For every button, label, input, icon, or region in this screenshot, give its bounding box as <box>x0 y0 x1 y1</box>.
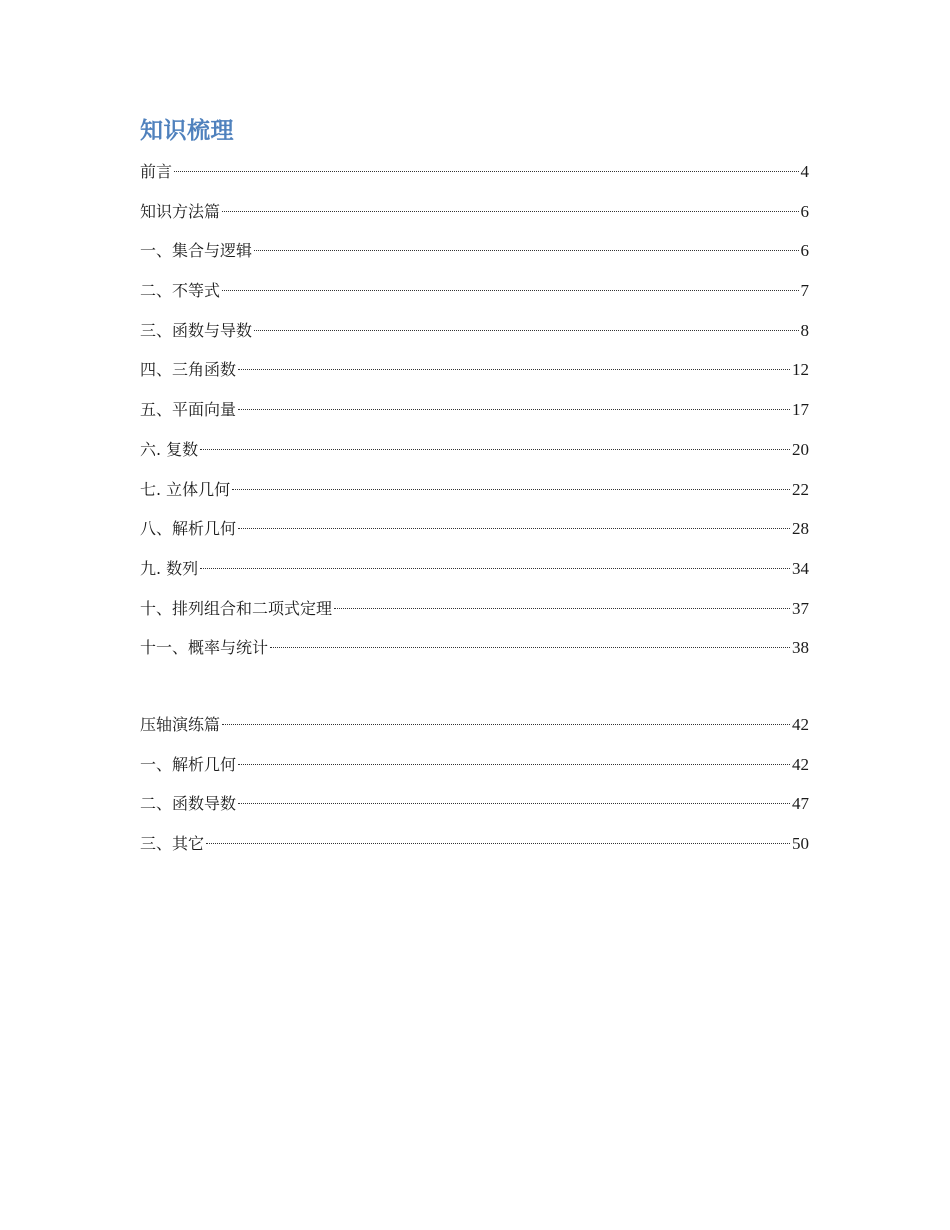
toc-dot-leader <box>222 290 798 291</box>
toc-entry-page: 50 <box>792 834 809 853</box>
toc-dot-leader <box>254 330 798 331</box>
toc-entry-complex-numbers[interactable] <box>140 438 809 478</box>
toc-entry-page: 4 <box>800 162 809 181</box>
toc-entry-preface[interactable] <box>140 160 809 200</box>
toc-dot-leader <box>222 211 798 212</box>
toc-entry-final-exercises[interactable] <box>140 713 809 753</box>
toc-dot-leader <box>270 647 790 648</box>
toc-entry-page: 42 <box>792 714 809 734</box>
toc-dot-leader <box>232 489 790 490</box>
toc-entry-label: 十、排列组合和二项式定理 <box>140 598 333 618</box>
toc-dot-leader <box>238 764 790 765</box>
toc-entry-label: 三、函数与导数 <box>140 320 253 340</box>
toc-entry-label: 二、函数导数 <box>140 794 237 814</box>
toc-entry-inequalities[interactable] <box>140 279 809 319</box>
toc-entry-label: 一、集合与逻辑 <box>140 241 253 261</box>
toc-dot-leader <box>238 803 790 804</box>
toc-entry-label: 二、不等式 <box>140 281 221 301</box>
toc-dot-leader <box>206 843 790 844</box>
toc-dot-leader <box>238 409 790 410</box>
toc-entry-analytic-geometry[interactable] <box>140 517 809 557</box>
toc-entry-knowledge-methods[interactable] <box>140 200 809 240</box>
toc-entry-label: 七. 立体几何 <box>140 479 231 499</box>
toc-entry-sets-logic[interactable] <box>140 239 809 279</box>
toc-dot-leader <box>254 250 798 251</box>
toc-entry-label: 十一、概率与统计 <box>140 638 269 658</box>
toc-entry-page: 22 <box>792 479 809 499</box>
toc-entry-page: 20 <box>792 439 809 459</box>
toc-entry-page: 38 <box>792 638 809 658</box>
table-of-contents <box>140 160 809 872</box>
toc-entry-label: 九. 数列 <box>140 558 199 578</box>
toc-dot-leader <box>222 724 790 725</box>
toc-entry-label: 前言 <box>140 162 173 181</box>
toc-dot-leader <box>334 608 790 609</box>
toc-entry-page: 37 <box>792 598 809 618</box>
toc-dot-leader <box>238 369 790 370</box>
toc-entry-label: 三、其它 <box>140 834 205 853</box>
toc-entry-plane-vectors[interactable] <box>140 398 809 438</box>
toc-entry-label: 八、解析几何 <box>140 519 237 539</box>
toc-entry-page: 6 <box>800 241 809 261</box>
toc-dot-leader <box>200 449 790 450</box>
toc-dot-leader <box>200 568 790 569</box>
toc-entry-exercises-others[interactable] <box>140 832 809 872</box>
toc-entry-page: 6 <box>800 201 809 221</box>
toc-entry-page: 28 <box>792 519 809 539</box>
toc-entry-label: 六. 复数 <box>140 439 199 459</box>
toc-entry-combinatorics-binomial[interactable] <box>140 597 809 637</box>
toc-entry-label: 四、三角函数 <box>140 360 237 380</box>
toc-entry-page: 17 <box>792 400 809 420</box>
toc-entry-trigonometry[interactable] <box>140 358 809 398</box>
toc-dot-leader <box>174 171 798 172</box>
toc-entry-exercises-analytic-geometry[interactable] <box>140 753 809 793</box>
toc-entry-label: 一、解析几何 <box>140 754 237 774</box>
toc-title: 知识梳理 <box>140 117 234 144</box>
toc-entry-page: 8 <box>800 320 809 340</box>
toc-entry-page: 7 <box>800 281 809 301</box>
toc-entry-functions-derivatives[interactable] <box>140 319 809 359</box>
toc-entry-sequences[interactable] <box>140 557 809 597</box>
toc-entry-solid-geometry[interactable] <box>140 478 809 518</box>
toc-entry-exercises-functions-derivatives[interactable] <box>140 792 809 832</box>
toc-entry-page: 12 <box>792 360 809 380</box>
toc-entry-probability-statistics[interactable] <box>140 636 809 676</box>
toc-dot-leader <box>238 528 790 529</box>
toc-entry-label: 五、平面向量 <box>140 400 237 420</box>
toc-entry-label: 压轴演练篇 <box>140 714 221 734</box>
toc-entry-label: 知识方法篇 <box>140 201 221 221</box>
toc-entry-page: 42 <box>792 754 809 774</box>
toc-entry-page: 34 <box>792 558 809 578</box>
toc-entry-page: 47 <box>792 794 809 814</box>
